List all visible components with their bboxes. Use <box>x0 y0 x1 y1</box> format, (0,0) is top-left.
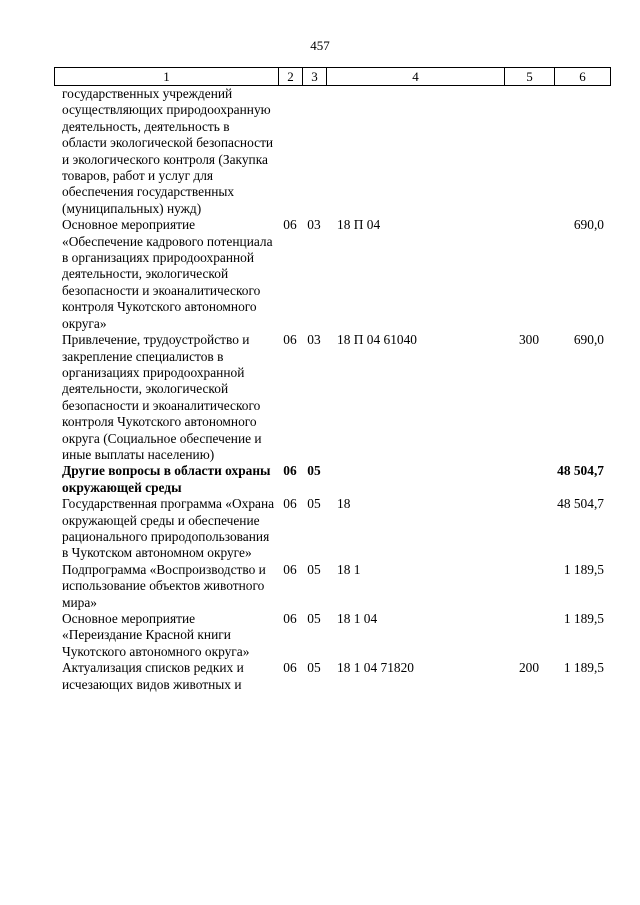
cell-c1: Подпрограмма «Воспроизводство и использование объектов животного мира» <box>62 561 266 610</box>
budget-table <box>54 86 610 693</box>
cell-c6: 690,0 <box>573 332 604 348</box>
cell-c6: 48 504,7 <box>557 496 604 512</box>
cell-c3: 05 <box>307 660 321 676</box>
cell-c1: Актуализация списков редких и исчезающих видов животных и <box>62 660 244 692</box>
cell-c2: 06 <box>283 217 297 233</box>
cell-c3: 05 <box>307 496 321 512</box>
cell-c4 <box>326 86 504 217</box>
cell-c3: 03 <box>307 217 321 233</box>
cell-c6 <box>554 86 610 217</box>
header-col-3: 3 <box>303 68 327 86</box>
header-col-2: 2 <box>279 68 303 86</box>
cell-c2: 06 <box>283 611 297 626</box>
cell-c1: Государственная программа «Охрана окружающей среды и обеспечение рационального природопользования в Чукотском автономном округе» <box>62 496 275 561</box>
cell-c5 <box>504 217 554 332</box>
table-row <box>54 496 610 562</box>
table-row <box>54 562 610 611</box>
cell-c1: государственных учреждений осуществляющих природоохранную деятельность, деятельность в области экологической безопасности и экологического контроля (Закупка товаров, работ и услуг для обеспечения государственных (муниципальных) нужд) <box>62 86 274 216</box>
header-col-5: 5 <box>505 68 555 86</box>
table-header <box>54 67 611 86</box>
cell-c4: 18 П 04 61040 <box>337 332 417 348</box>
cell-c4: 18 П 04 <box>337 217 381 233</box>
cell-c4: 18 1 04 <box>337 611 378 626</box>
table-row <box>54 217 610 332</box>
cell-c3: 05 <box>307 561 321 577</box>
cell-c2: 06 <box>283 332 297 348</box>
cell-c5 <box>504 562 554 611</box>
table-row <box>54 611 610 660</box>
cell-c5 <box>504 611 554 660</box>
cell-c3 <box>302 86 326 217</box>
cell-c4: 18 <box>337 496 351 512</box>
cell-c2: 06 <box>283 463 297 479</box>
table-row <box>54 463 610 496</box>
cell-c5 <box>504 86 554 217</box>
table-row <box>54 86 610 217</box>
cell-c1: Основное мероприятие «Переиздание Красной книги Чукотского автономного округа» <box>62 611 250 659</box>
cell-c3: 05 <box>307 611 321 626</box>
cell-c6: 1 189,5 <box>563 660 604 676</box>
cell-c2: 06 <box>283 561 297 577</box>
cell-c5: 200 <box>518 660 540 676</box>
cell-c6: 1 189,5 <box>563 611 604 626</box>
cell-c1: Другие вопросы в области охраны окружающей среды <box>62 463 271 495</box>
table-row <box>54 332 610 463</box>
cell-c5 <box>504 496 554 562</box>
cell-c4: 18 1 04 71820 <box>337 660 414 676</box>
header-col-6: 6 <box>555 68 611 86</box>
table-row <box>54 660 610 693</box>
cell-c5: 300 <box>518 332 540 348</box>
cell-c3: 05 <box>307 463 321 479</box>
cell-c3: 03 <box>307 332 321 348</box>
cell-c2 <box>278 86 302 217</box>
header-col-1: 1 <box>55 68 279 86</box>
cell-c2: 06 <box>283 660 297 676</box>
cell-c6: 1 189,5 <box>563 561 604 577</box>
cell-c4: 18 1 <box>337 561 361 577</box>
cell-c2: 06 <box>283 496 297 512</box>
cell-c1: Основное мероприятие «Обеспечение кадрового потенциала в организациях природоохранной деятельности, экологической безопасности и экоаналитического контроля Чукотского автономного округа» <box>62 217 273 331</box>
cell-c6: 690,0 <box>573 217 604 233</box>
cell-c4 <box>326 463 504 496</box>
page-number: 457 <box>310 38 330 53</box>
cell-c1: Привлечение, трудоустройство и закрепление специалистов в организациях природоохранной деятельности, экологической безопасности и экоаналитического контроля Чукотского автономного округа (Социальное обеспечение и иные выплаты населению) <box>62 332 262 462</box>
cell-c5 <box>504 463 554 496</box>
header-col-4: 4 <box>327 68 505 86</box>
cell-c6: 48 504,7 <box>557 463 604 479</box>
